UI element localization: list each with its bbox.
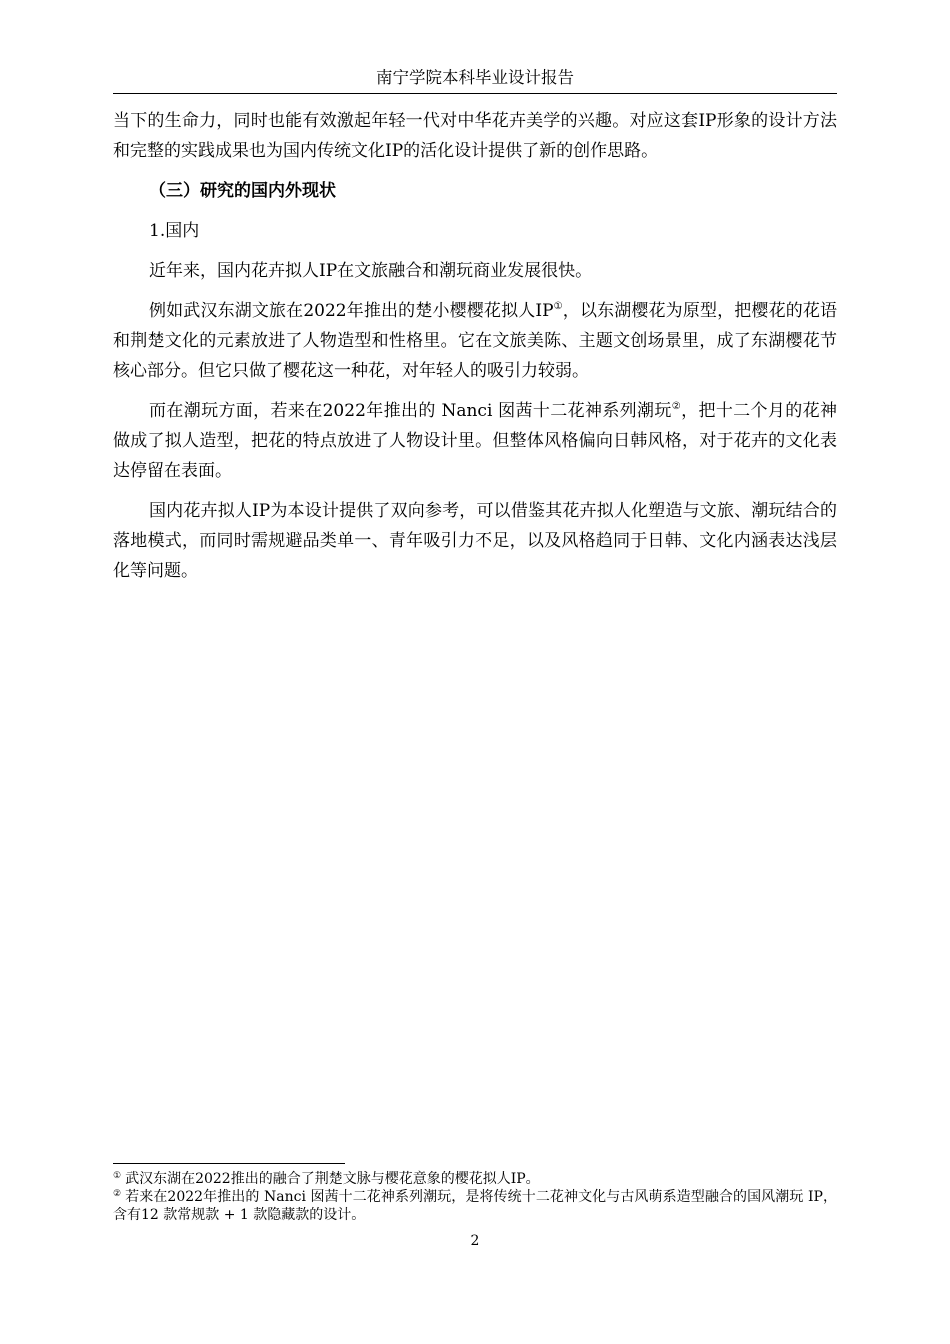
page-number: 2 <box>470 1233 480 1249</box>
paragraph-summary: 国内花卉拟人IP为本设计提供了双向参考，可以借鉴其花卉拟人化塑造与文旅、潮玩结合的落地模式，而同时需规避品类单一、青年吸引力不足，以及风格趋同于日韩、文化内涵表达浅层化等问题。 <box>113 501 837 581</box>
footnote-mark-1: ① <box>113 1171 122 1181</box>
paragraph-text: 而在潮玩方面，若来在2022年推出的 Nanci 囡茜十二花神系列潮玩 <box>149 401 672 421</box>
paragraph-intro: 近年来，国内花卉拟人IP在文旅融合和潮玩商业发展很快。 <box>149 261 593 281</box>
body-text <box>113 106 837 586</box>
footnotes <box>113 1170 837 1224</box>
footnote-ref-1[interactable]: ① <box>553 301 563 312</box>
paragraph-example-wuhan <box>113 296 837 386</box>
section-heading: （三）研究的国内外现状 <box>149 181 336 201</box>
subsection-heading: 1.国内 <box>149 221 200 241</box>
footnote-ref-2[interactable]: ② <box>671 401 682 412</box>
header-title: 南宁学院本科毕业设计报告 <box>376 68 574 87</box>
footnote-separator <box>113 1163 345 1164</box>
paragraph-text: ，把十二个月的花神做成了拟人造型，把花的特点放进了人物设计里。但整体风格偏向日韩风格，对于花卉的文化表达停留在表面。 <box>113 401 837 481</box>
footnote-text-1: 武汉东湖在2022推出的融合了荆楚文脉与樱花意象的樱花拟人IP。 <box>125 1171 540 1187</box>
footnote-text-2: 若来在2022年推出的 Nanci 囡茜十二花神系列潮玩，是将传统十二花神文化与古风萌系造型融合的国风潮玩 IP，含有12 款常规款 + 1 款隐藏款的设计。 <box>113 1189 837 1223</box>
page-header <box>113 66 837 94</box>
paragraph-example-ruolai <box>113 396 837 486</box>
footnote-mark-2: ② <box>113 1189 122 1199</box>
paragraph-text: 例如武汉东湖文旅在2022年推出的楚小樱樱花拟人IP <box>149 301 554 321</box>
footnote-1 <box>113 1170 837 1188</box>
paragraph-continuation: 当下的生命力，同时也能有效激起年轻一代对中华花卉美学的兴趣。对应这套IP形象的设计方法和完整的实践成果也为国内传统文化IP的活化设计提供了新的创作思路。 <box>113 111 837 161</box>
footnote-2 <box>113 1188 837 1224</box>
paragraph-text: ，以东湖樱花为原型，把樱花的花语和荆楚文化的元素放进了人物造型和性格里。它在文旅美陈、主题文创场景里，成了东湖樱花节核心部分。但它只做了樱花这一种花，对年轻人的吸引力较弱。 <box>113 301 838 381</box>
